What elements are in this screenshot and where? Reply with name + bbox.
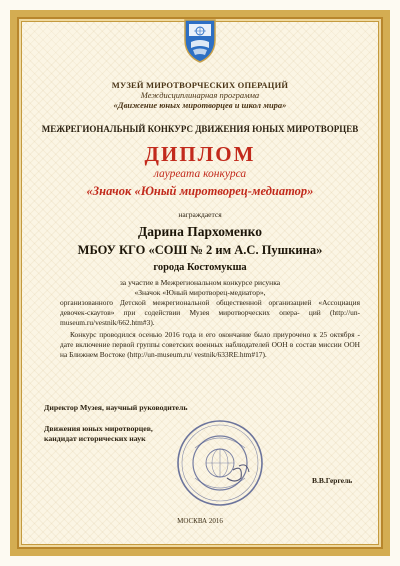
city-name: города Костомукша (153, 262, 247, 273)
awarded-label: награждается (178, 210, 222, 219)
museum-name: МУЗЕЙ МИРОТВОРЧЕСКИХ ОПЕРАЦИЙ (111, 80, 289, 90)
diploma-subtitle: лауреата конкурса (153, 168, 247, 180)
signer-name: В.В.Гергель (312, 476, 353, 485)
movement-line-1: Движения юных миротворцев, (44, 424, 153, 433)
badge-quote: «Значок «Юный миротворец-медиатор», (134, 288, 266, 297)
program-name: «Движение юных миротворцев и школ мира» (113, 100, 287, 110)
participation-text: за участие в Межрегиональном конкурсе рисунка (119, 278, 281, 287)
director-title: Директор Музея, научный руководитель (44, 403, 188, 412)
diploma-title: ДИПЛОМ (144, 142, 256, 166)
contest-title: МЕЖРЕГИОНАЛЬНЫЙ КОНКУРС ДВИЖЕНИЯ ЮНЫХ МИРОТВОРЦЕВ (41, 124, 359, 134)
city-year: МОСКВА 2016 (177, 517, 223, 525)
recipient-name: Дарина Пархоменко (137, 224, 263, 239)
school-name: МБОУ КГО «СОШ № 2 им А.С. Пушкина» (77, 243, 323, 257)
movement-line-2: кандидат исторических наук (44, 434, 146, 443)
program-type: Междисциплинарная программа (140, 90, 260, 100)
contest-paragraph (60, 330, 360, 360)
un-emblem-icon (183, 18, 217, 64)
badge-title: «Значок «Юный миротворец-медиатор» (86, 184, 314, 198)
museum-stamp-icon (175, 418, 265, 508)
contest-paragraph-text: Конкурс проводился осенью 2016 года и его окончание было приурочено к 25 октября - дате включение первой группы советских военных наблюдателей ООН в состав миссии ООН на Ближнем Востоке (http://un-museum.ru/ vestnik/633RE.htm#17). (60, 330, 360, 359)
organizer-paragraph: организованного Детской межрегиональной общественной организацией «Ассоциация девочек-скаутов» при содействии Музея миротворческих опера- ций (http://un-museum.ru/vestnik/662.htm#3). (60, 298, 360, 327)
